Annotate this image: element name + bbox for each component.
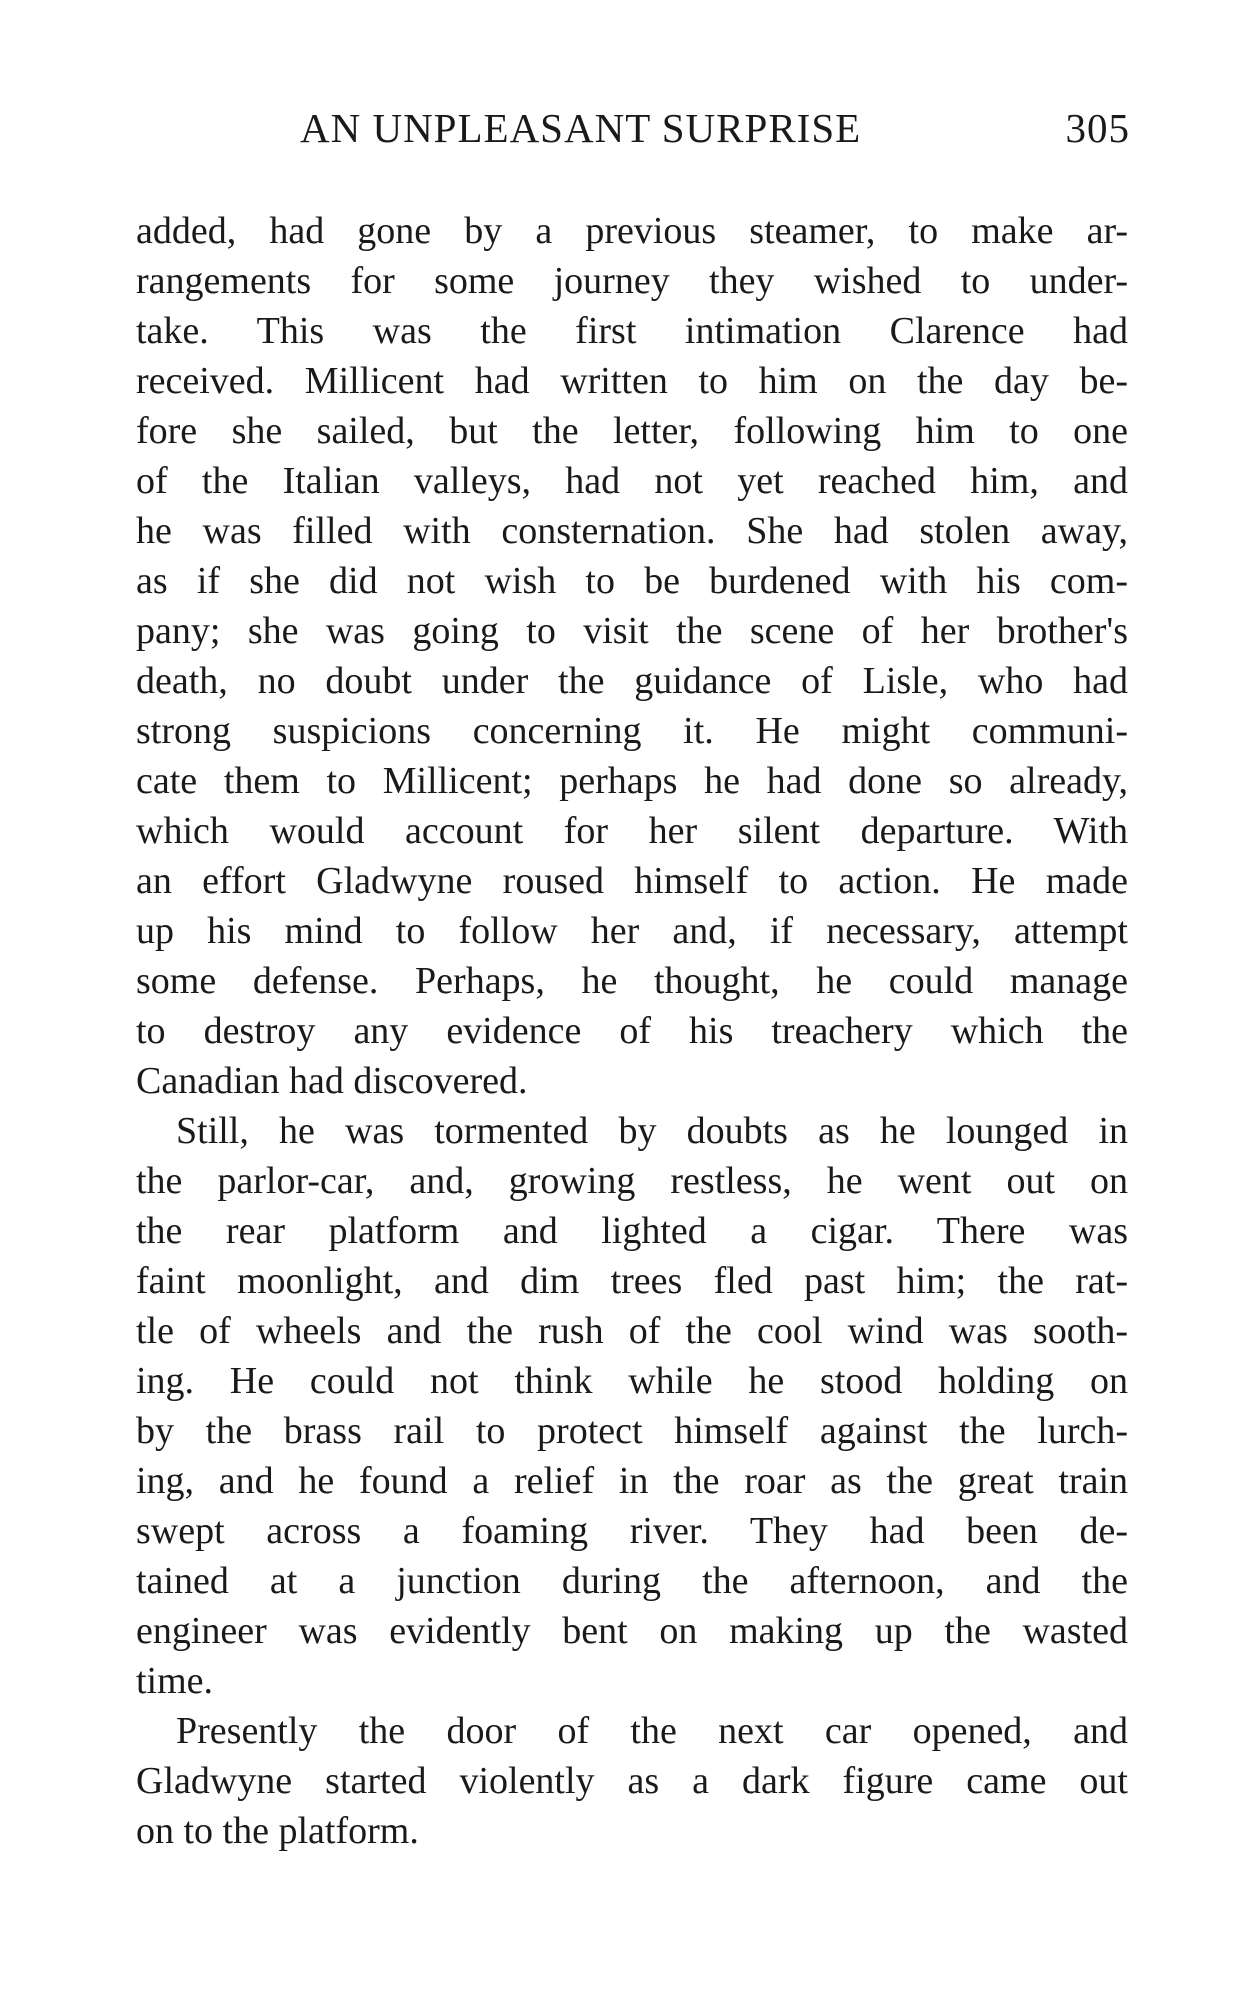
text-line: faint moonlight, and dim trees fled past him; the rat- [136, 1260, 1128, 1302]
text-line: added, had gone by a previous steamer, to make ar- [136, 210, 1128, 252]
text-line: strong suspicions concerning it. He might communi- [136, 710, 1128, 752]
paragraph-3 [136, 1706, 1128, 1856]
text-line: rangements for some journey they wished to under- [136, 260, 1128, 302]
running-title: AN UNPLEASANT SURPRISE [300, 105, 862, 151]
text-line: death, no doubt under the guidance of Lisle, who had [136, 660, 1128, 702]
text-line: swept across a foaming river. They had been de- [136, 1510, 1128, 1552]
text-line: which would account for her silent departure. With [136, 810, 1128, 852]
text-line: ing. He could not think while he stood holding on [136, 1360, 1128, 1402]
text-line: time. [136, 1660, 214, 1702]
running-head [300, 104, 1130, 164]
text-line: on to the platform. [136, 1810, 419, 1852]
text-line: some defense. Perhaps, he thought, he could manage [136, 960, 1128, 1002]
text-line: Gladwyne started violently as a dark figure came out [136, 1760, 1128, 1802]
text-line: Still, he was tormented by doubts as he lounged in [176, 1110, 1128, 1152]
text-line: of the Italian valleys, had not yet reached him, and [136, 460, 1128, 502]
text-line: Presently the door of the next car opened, and [176, 1710, 1128, 1752]
text-line: cate them to Millicent; perhaps he had done so already, [136, 760, 1128, 802]
text-line: ing, and he found a relief in the roar as the great train [136, 1460, 1128, 1502]
text-line: tained at a junction during the afternoon, and the [136, 1560, 1128, 1602]
text-line: take. This was the first intimation Clarence had [136, 310, 1128, 352]
text-line: the rear platform and lighted a cigar. There was [136, 1210, 1128, 1252]
text-line: tle of wheels and the rush of the cool wind was sooth- [136, 1310, 1128, 1352]
text-line: the parlor-car, and, growing restless, he went out on [136, 1160, 1128, 1202]
text-line: he was filled with consternation. She had stolen away, [136, 510, 1128, 552]
text-line: received. Millicent had written to him on the day be- [136, 360, 1128, 402]
text-line: Canadian had discovered. [136, 1060, 528, 1102]
text-line: pany; she was going to visit the scene of her brother's [136, 610, 1128, 652]
paragraph-1 [136, 206, 1128, 1106]
text-line: an effort Gladwyne roused himself to action. He made [136, 860, 1128, 902]
text-line: engineer was evidently bent on making up the wasted [136, 1610, 1128, 1652]
text-line: fore she sailed, but the letter, following him to one [136, 410, 1128, 452]
body-text [136, 206, 1128, 1856]
paragraph-2 [136, 1106, 1128, 1706]
text-line: by the brass rail to protect himself against the lurch- [136, 1410, 1128, 1452]
text-line: to destroy any evidence of his treachery which the [136, 1010, 1128, 1052]
page-number: 305 [1065, 105, 1130, 151]
text-line: up his mind to follow her and, if necessary, attempt [136, 910, 1128, 952]
text-line: as if she did not wish to be burdened with his com- [136, 560, 1128, 602]
